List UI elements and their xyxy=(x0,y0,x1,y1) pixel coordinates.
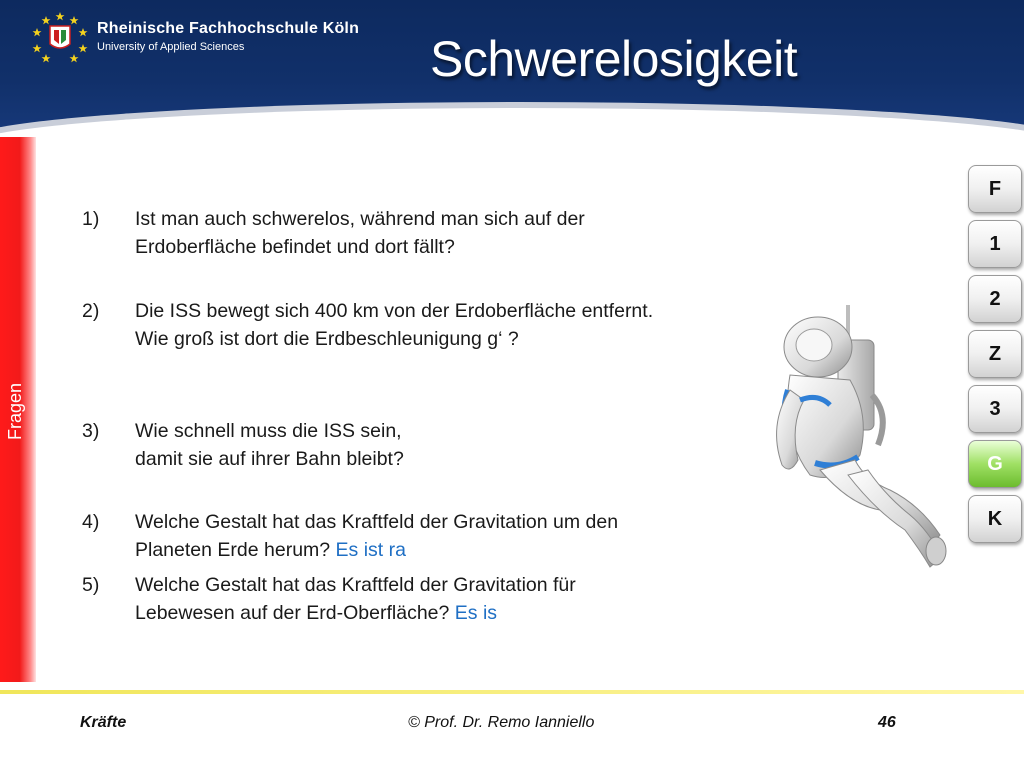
footer-topic: Kräfte xyxy=(80,714,127,731)
question-text-line2: Planeten Erde herum? xyxy=(135,539,331,561)
question-number: 1) xyxy=(82,208,100,230)
question-text-line1: Welche Gestalt hat das Kraftfeld der Gravitation um den xyxy=(135,511,619,533)
university-name: Rheinische Fachhochschule Köln xyxy=(97,20,360,37)
answer-reveal-text: Es is xyxy=(454,602,497,624)
answer-reveal-text: Es ist ra xyxy=(335,539,406,561)
page-number: 46 xyxy=(878,714,896,731)
nav-button-f[interactable]: F xyxy=(968,165,1022,213)
nav-button-z[interactable]: Z xyxy=(968,330,1022,378)
question-number: 2) xyxy=(82,300,100,322)
nav-button-2[interactable]: 2 xyxy=(968,275,1022,323)
university-subtitle: University of Applied Sciences xyxy=(97,41,245,53)
footer-author: © Prof. Dr. Remo Ianniello xyxy=(408,714,595,731)
question-number: 5) xyxy=(82,574,100,596)
question-text-line2: Wie groß ist dort die Erdbeschleunigung g‘ ? xyxy=(135,328,519,350)
astronaut-illustration xyxy=(760,295,960,575)
nav-button-k[interactable]: K xyxy=(968,495,1022,543)
footer-divider xyxy=(0,690,1024,694)
nav-button-1[interactable]: 1 xyxy=(968,220,1022,268)
question-text-line1: Die ISS bewegt sich 400 km von der Erdoberfläche entfernt. xyxy=(135,300,654,322)
question-text-line1: Welche Gestalt hat das Kraftfeld der Gravitation für xyxy=(135,574,576,596)
nav-button-g[interactable]: G xyxy=(968,440,1022,488)
question-text-line1: Ist man auch schwerelos, während man sich auf der xyxy=(135,208,585,230)
question-text-line1: Wie schnell muss die ISS sein, xyxy=(135,420,402,442)
question-text-line2: Lebewesen auf der Erd-Oberfläche? xyxy=(135,602,450,624)
question-text-line2: Erdoberfläche befindet und dort fällt? xyxy=(135,236,455,258)
question-text-line2: damit sie auf ihrer Bahn bleibt? xyxy=(135,448,404,470)
university-logo-icon xyxy=(30,10,90,66)
nav-button-3[interactable]: 3 xyxy=(968,385,1022,433)
slide-header xyxy=(0,0,1024,135)
question-number: 3) xyxy=(82,420,100,442)
slide-title: Schwerelosigkeit xyxy=(430,31,798,87)
question-number: 4) xyxy=(82,511,100,533)
section-label: Fragen xyxy=(5,382,25,440)
